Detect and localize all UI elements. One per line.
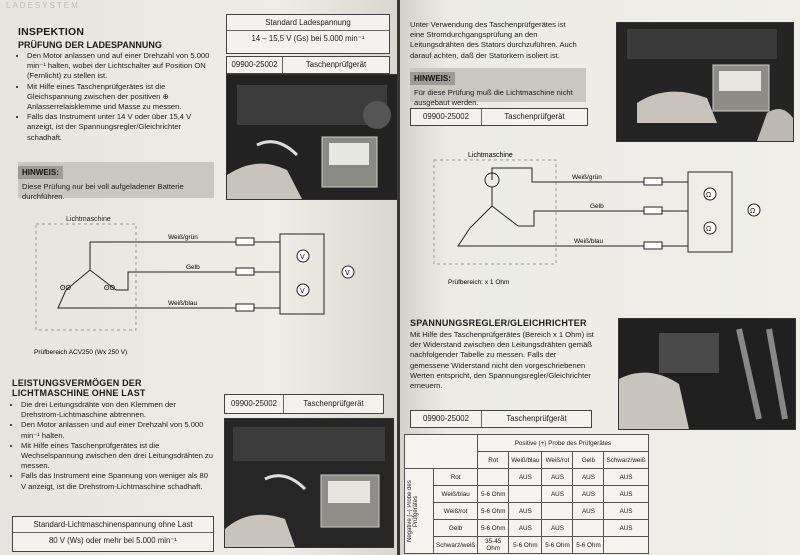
right-page [400,0,800,555]
tool-name: Taschenprüfgerät [305,60,367,69]
voltmeter-symbol: V [300,254,305,261]
table-cell: 5-6 Ohm [573,537,604,554]
column-header: Gelb [573,452,604,469]
note-box [410,68,586,107]
spec-heading: Standard-Lichtmaschinenspannung ohne Last [13,517,213,533]
table-cell: AUS [604,520,648,537]
range-label: Prüfbereich ACV250 (Wx 250 V) [34,349,128,356]
bullet-item: • Falls das Instrument eine Spannung von weniger als 80 V anzeigt, ist die Drehstrom-Lichtmaschine schadhaft. [21,471,214,491]
row-label: Gelb [434,520,478,537]
tool-box [410,108,588,126]
tool-number: 09900-25002 [225,395,284,413]
bullet-list-2 [12,400,214,492]
table-cell: AUS [573,469,604,486]
wire-label: Weiß/grün [572,174,602,181]
table-cell: AUS [604,486,648,503]
spec-box [226,14,390,54]
bullet-item: • Mit Hilfe eines Taschenprüfgerätes ist die Gleichspannung zwischen der positiven ⊕ Anlasserrelaisklemme und Masse zu messen. [27,82,216,113]
regulator-text: Mit Hilfe des Taschenprüfgerätes (Bereich x 1 Ohm) ist der Widerstand zwischen den Leitungsdrähten gemäß nachfolgender Tabelle zu messen. Falls der gemessene Widerstand nicht den vorgeschriebenen Werten entspricht, den Spannungsregler/Gleichrichter erneuern. [410,330,594,391]
bullet-item: • Den Motor anlassen und auf einer Drehzahl von 5.000 min⁻¹ halten, wobei der Lichtschalter auf Position ON (Fernlicht) zu stellen ist. [27,51,216,82]
ohmmeter-symbol: Ω [750,208,756,215]
table-cell: AUS [573,486,604,503]
voltmeter-symbol: V [345,270,350,277]
diagram-title: Lichtmaschine [468,152,513,159]
table-cell: AUS [604,469,648,486]
section-title: SPANNUNGSREGLER/GLEICHRICHTER [410,318,587,328]
table-cell [573,520,604,537]
note-title: HINWEIS: [410,72,455,85]
table-cell: AUS [509,469,542,486]
column-header: Weiß/blau [509,452,542,469]
table-cell: 5-6 Ohm [478,520,509,537]
photo-illustration [225,419,393,547]
table-cell [542,503,573,520]
table-cell: 5-6 Ohm [542,537,573,554]
wire-label: Gelb [590,203,604,210]
table-cell [509,486,542,503]
table-cell: AUS [573,503,604,520]
bullet-item: • Den Motor anlassen und auf einer Drehzahl von 5.000 min⁻¹ halten. [21,420,214,440]
range-label: Prüfbereich: x 1 Ohm [448,279,510,286]
bullet-item: • Falls das Instrument unter 14 V oder über 15,4 V anzeigt, ist der Spannungsregler/Gleichrichter schadhaft. [27,112,216,143]
voltmeter-symbol: V [300,288,305,295]
table-row [405,469,649,486]
photo-regulator-test [618,318,796,430]
note-text: Für diese Prüfung muß die Lichtmaschine nicht ausgebaut werden. [414,88,573,107]
table-top-header: Positive (+) Probe des Prüfgerätes [478,435,648,452]
table-corner [405,435,478,469]
photo-illustration [619,319,795,429]
column-header: Rot [478,452,509,469]
photo-meter-test-2 [224,418,394,548]
spec-box-2 [12,516,214,552]
row-label: Rot [434,469,478,486]
photo-illustration [227,75,397,199]
column-header: Schwarz/weiß [604,452,648,469]
ohmmeter-symbol: Ω [706,192,712,199]
bullet-item: • Mit Hilfe eines Taschenprüfgerätes ist die Wechselspannung zwischen den drei Leitungsdrähten zu messen. [21,441,214,472]
note-text: Diese Prüfung nur bei voll aufgeladener Batterie durchführen. [22,182,184,201]
bullet-item: • Die drei Leitungsdrähte von den Klemmen der Drehstrom-Lichtmaschine abtrennen. [21,400,214,420]
section-title: INSPEKTION [18,26,85,38]
wire-label: Weiß/grün [168,234,198,241]
table-cell [478,469,509,486]
left-page [0,0,398,555]
spec-value: 14 – 15,5 V (Gs) bei 5.000 min⁻¹ [251,34,365,43]
tool-number: 09900-25002 [411,411,482,427]
resistance-table-wrap [404,434,649,554]
diagram-title: Lichtmaschine [66,216,111,223]
circuit-diagram-left [18,212,388,362]
tool-box [226,56,390,74]
table-cell [604,537,648,554]
column-header: Weiß/rot [542,452,573,469]
table-cell: 5-6 Ohm [509,537,542,554]
section2-title: LEISTUNGSVERMÖGEN DER LICHTMASCHINE OHNE LAST [12,378,146,398]
ghost-header: LADESYSTEM [6,1,80,10]
row-label: Weiß/blau [434,486,478,503]
circuit-diagram-right [414,146,794,296]
row-label: Schwarz/weiß [434,537,478,554]
photo-illustration [617,23,793,141]
wire-label: Weiß/blau [168,300,198,307]
table-row [405,503,649,520]
table-row [405,486,649,503]
tool-number: 09900-25002 [227,57,283,73]
spec-value: 80 V (Ws) oder mehr bei 5.000 min⁻¹ [48,536,178,545]
tool-name: Taschenprüfgerät [504,112,565,121]
winding-symbol: ʘʘ [60,285,71,292]
photo-continuity-test [616,22,794,142]
subtitle: PRÜFUNG DER LADESPANNUNG [18,40,162,50]
table-cell: AUS [542,520,573,537]
table-cell: 5-6 Ohm [478,486,509,503]
note-box [18,162,214,201]
spec-heading: Standard Ladespannung [227,15,389,31]
tool-box-2 [410,410,592,428]
winding-symbol: ʘʘ [104,285,115,292]
tool-box-2 [224,394,384,414]
table-cell: AUS [509,520,542,537]
table-cell: AUS [604,503,648,520]
table-cell: 35-45 Ohm [478,537,509,554]
wire-label: Weiß/blau [574,238,604,245]
note-title: HINWEIS: [18,166,63,179]
intro-text: Unter Verwendung des Taschenprüfgerätes ist eine Stromdurchgangsprüfung an den Leitungsdrähten des Stators durchzuführen. Auch darauf achten, daß der Statorkern isoliert ist. [410,20,577,60]
tool-name: Taschenprüfgerät [303,399,364,408]
tool-name: Taschenprüfgerät [506,414,567,423]
table-cell: 5-6 Ohm [478,503,509,520]
table-cell: AUS [542,486,573,503]
ohmmeter-symbol: Ω [706,226,712,233]
table-cell: AUS [509,503,542,520]
table-row [405,520,649,537]
tool-number: 09900-25002 [411,109,482,125]
wire-label: Gelb [186,264,200,271]
row-label: Weiß/rot [434,503,478,520]
side-header: Negative (–) Probe des Prüfgerätes [405,469,434,554]
photo-meter-test [226,74,398,200]
table-cell: AUS [542,469,573,486]
bullet-list [18,51,216,143]
resistance-table [404,434,649,554]
table-row [405,537,649,554]
